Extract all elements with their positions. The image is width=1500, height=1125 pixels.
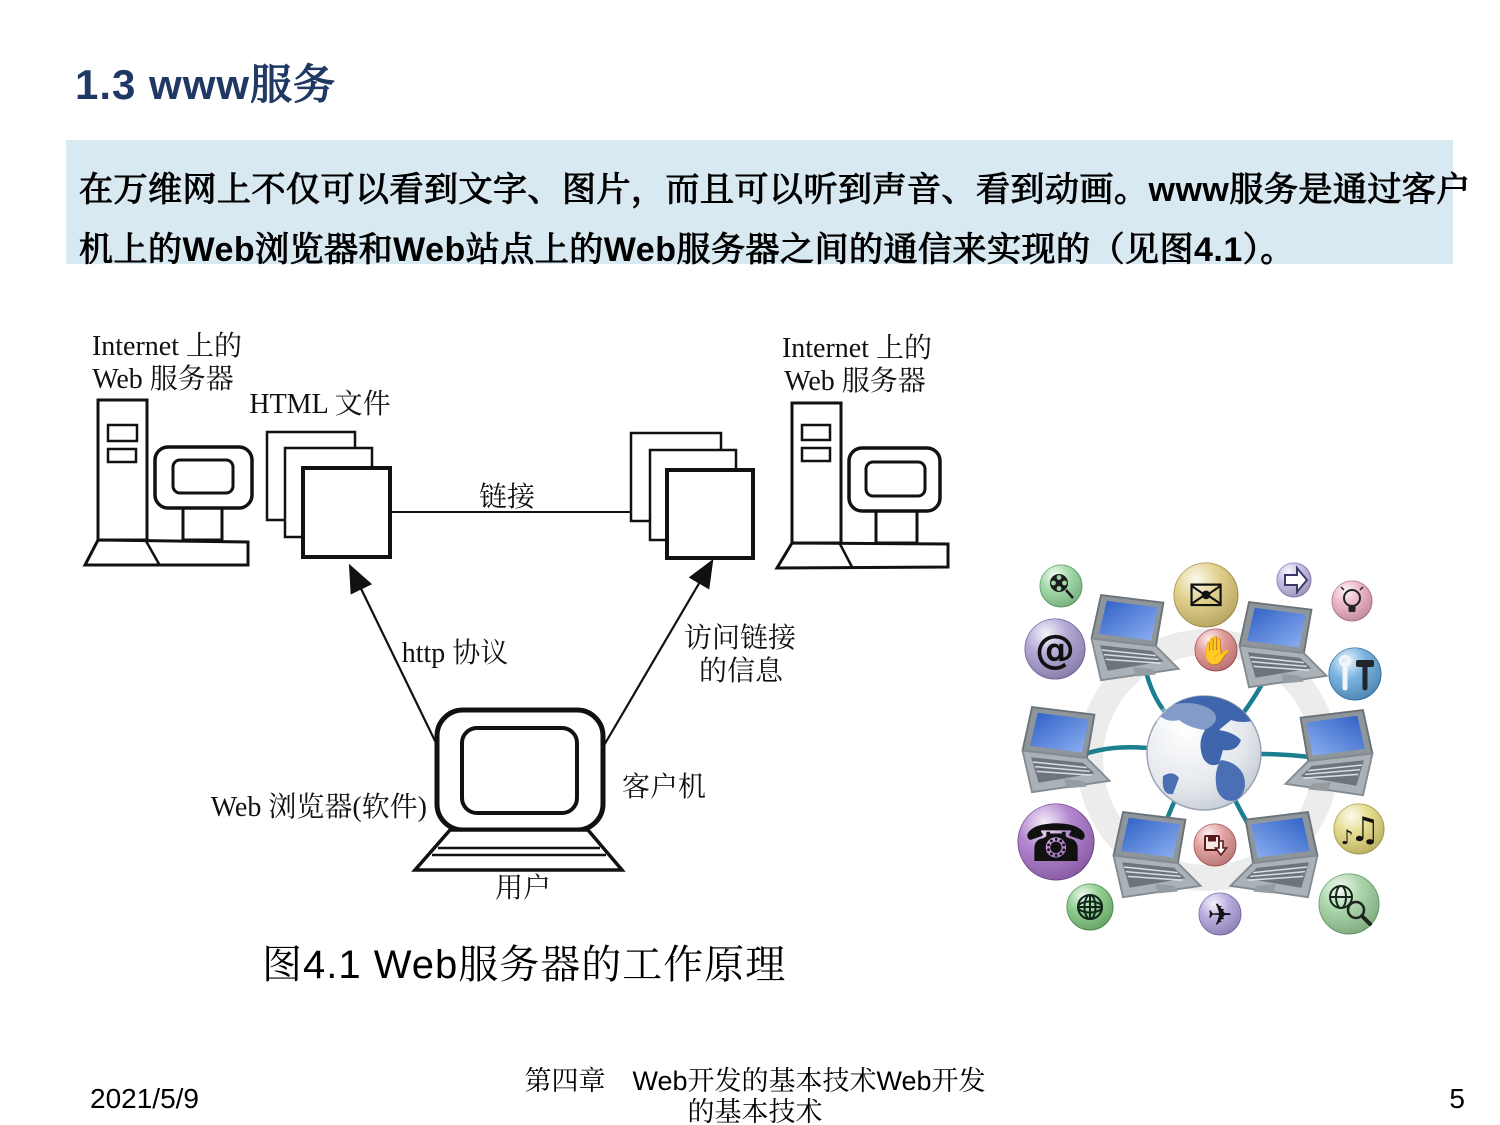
svg-text:@: @ (1035, 627, 1075, 673)
page-front (667, 470, 753, 558)
client-machine-label: 客户机 (621, 772, 707, 803)
footer-chapter-line-2: 的基本技术 (687, 1097, 823, 1125)
figure-caption: 图4.1 Web服务器的工作原理 (262, 943, 787, 987)
left-server-graphic (85, 400, 252, 565)
telephone-icon (1018, 804, 1094, 880)
page-front (303, 468, 390, 557)
client-base (415, 830, 622, 870)
laptop-bottom-right (1230, 812, 1317, 897)
airplane-icon (1199, 893, 1241, 935)
access-link-arrow (603, 563, 711, 747)
music-notes-icon (1334, 804, 1384, 854)
svg-text:✉: ✉ (1187, 571, 1225, 622)
access-info-label-2: 的信息 (698, 656, 784, 687)
left-server-label-2: Web 服务器 (92, 364, 234, 395)
web-server-diagram (75, 325, 965, 920)
client-computer-graphic (415, 710, 622, 870)
client-screen (462, 728, 577, 813)
footer-page-number: 5 (1449, 1083, 1465, 1114)
right-tower-bay (802, 448, 830, 461)
svg-text:☎: ☎ (1023, 814, 1089, 874)
internet-network-clipart (1003, 548, 1415, 948)
search-globe-icon (1319, 874, 1379, 934)
footer-chapter (450, 1066, 1060, 1125)
save-disk-icon (1194, 824, 1236, 866)
hand-icon (1195, 629, 1237, 671)
right-tower-bay (802, 425, 830, 440)
user-label: 用户 (494, 873, 552, 904)
forward-arrow-icon (1277, 563, 1311, 597)
right-server-base (777, 543, 948, 568)
svg-text:♫: ♫ (1349, 810, 1381, 850)
laptop-right (1285, 710, 1372, 795)
left-tower-bay (108, 449, 136, 462)
left-server-label-1: Internet 上的 (91, 331, 243, 362)
web-browser-label: Web 浏览器(软件) (210, 792, 427, 823)
page-title: 1.3 www服务 (75, 61, 337, 108)
left-tower-bay (108, 425, 137, 441)
laptop-bottom-left (1114, 812, 1201, 897)
left-html-file-stack (267, 432, 390, 557)
svg-text:♪: ♪ (1340, 825, 1354, 849)
left-server-screen (173, 460, 233, 493)
access-info-label-1: 访问链接 (683, 623, 797, 654)
footer-chapter-line-1: 第四章 Web开发的基本技术Web开发 (524, 1066, 986, 1096)
footer-date: 2021/5/9 (90, 1083, 199, 1114)
web-globe-icon (1067, 884, 1113, 930)
right-monitor-stand (876, 511, 917, 543)
link-label: 链接 (478, 482, 536, 513)
right-server-label-1: Internet 上的 (781, 333, 933, 364)
html-files-label: HTML 文件 (249, 389, 391, 420)
intro-line-2: 机上的Web浏览器和Web站点上的Web服务器之间的通信来实现的（见图4.1）。 (79, 231, 1295, 269)
light-bulb-icon (1332, 581, 1372, 621)
right-html-file-stack (631, 433, 753, 558)
http-protocol-label: http 协议 (401, 638, 509, 669)
film-reel-icon (1040, 565, 1082, 607)
laptop-top-right (1240, 602, 1327, 687)
email-icon (1174, 563, 1238, 627)
intro-line-1: 在万维网上不仅可以看到文字、图片，而且可以听到声音、看到动画。www服务是通过客户 (79, 171, 1471, 209)
right-server-graphic (777, 403, 948, 568)
tools-icon (1329, 648, 1381, 700)
svg-text:✋: ✋ (1198, 634, 1234, 667)
svg-text:✈: ✈ (1207, 898, 1233, 933)
at-symbol-icon (1025, 619, 1085, 679)
left-server-tower (98, 400, 147, 540)
left-monitor-stand (183, 508, 222, 540)
intro-text-box (66, 140, 1471, 269)
right-server-label-2: Web 服务器 (784, 366, 926, 397)
left-server-base (85, 540, 248, 565)
globe (1147, 692, 1269, 810)
right-server-screen (866, 462, 925, 496)
